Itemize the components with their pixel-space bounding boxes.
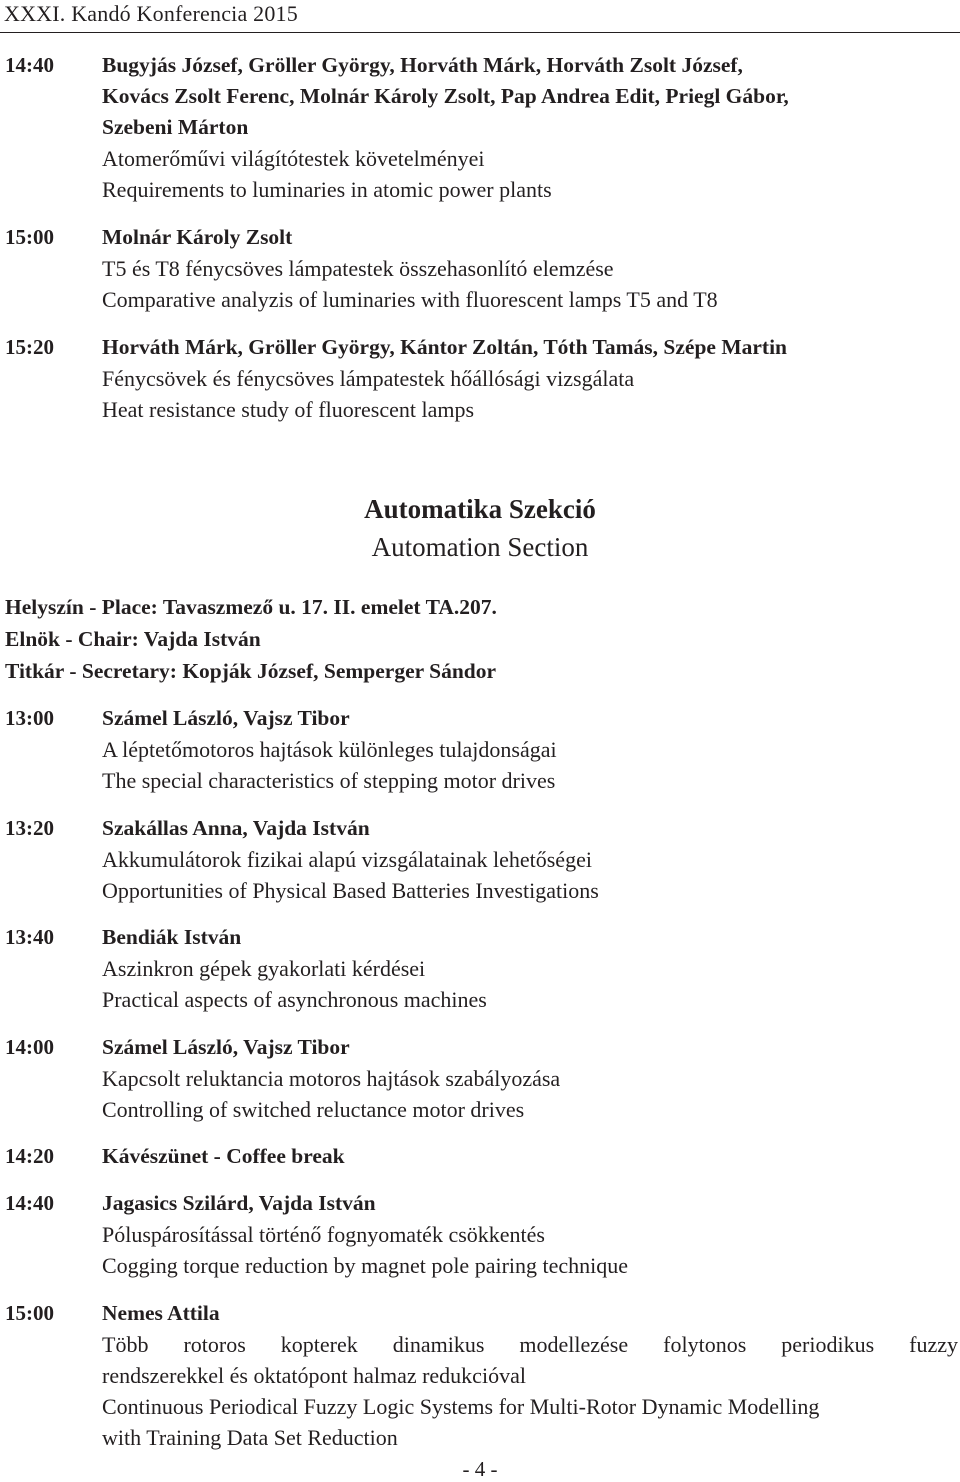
entry-authors: Bendiák István (102, 925, 242, 949)
entry-title-en: Cogging torque reduction by magnet pole pairing technique (102, 1253, 629, 1278)
entry-time: 15:20 (5, 335, 54, 359)
entry-authors: Számel László, Vajsz Tibor (102, 1035, 350, 1059)
entry-time: 14:40 (5, 1191, 54, 1215)
entry-title-hu: Póluspárosítással történő fognyomaték csökkentés (102, 1222, 545, 1247)
entry-authors: Nemes Attila (102, 1301, 220, 1325)
entry-time: 14:40 (5, 53, 54, 77)
entry-title-hu: A léptetőmotoros hajtások különleges tulajdonságai (102, 737, 557, 762)
entry-title-hu: Kapcsolt reluktancia motoros hajtások szabályozása (102, 1066, 561, 1091)
entry-time: 13:20 (5, 816, 54, 840)
entry-authors: Molnár Károly Zsolt (102, 225, 293, 249)
coffee-break-label: Kávészünet - Coffee break (102, 1144, 345, 1168)
entry-time: 14:20 (5, 1144, 54, 1168)
entry-title-en: The special characteristics of stepping motor drives (102, 768, 556, 793)
section-secretary: Titkár - Secretary: Kopják József, Semperger Sándor (5, 659, 497, 683)
entry-title-en: Continuous Periodical Fuzzy Logic Systems for Multi-Rotor Dynamic Modelling (102, 1394, 820, 1419)
entry-authors: Számel László, Vajsz Tibor (102, 706, 350, 730)
entry-authors: Jagasics Szilárd, Vajda István (102, 1191, 376, 1215)
entry-title-en: Practical aspects of asynchronous machines (102, 987, 487, 1012)
page-number: - 4 - (462, 1457, 498, 1481)
entry-time: 13:40 (5, 925, 54, 949)
entry-title-en: Comparative analyzis of luminaries with fluorescent lamps T5 and T8 (102, 287, 718, 312)
entry-title-hu: rendszerekkel és oktatópont halmaz redukcióval (102, 1363, 526, 1388)
entry-title-en: Heat resistance study of fluorescent lamps (102, 397, 475, 422)
entry-time: 14:00 (5, 1035, 54, 1059)
entry-time: 13:00 (5, 706, 54, 730)
entry-title-en: Requirements to luminaries in atomic power plants (102, 177, 552, 202)
entry-title-hu: Aszinkron gépek gyakorlati kérdései (102, 956, 426, 981)
entry-time: 15:00 (5, 225, 54, 249)
section-title: Automatika Szekció (364, 494, 596, 524)
section-place: Helyszín - Place: Tavaszmező u. 17. II. emelet TA.207. (5, 595, 497, 619)
entry-title-hu: Atomerőművi világítótestek követelményei (102, 146, 485, 171)
entry-time: 15:00 (5, 1301, 54, 1325)
entry-authors: Kovács Zsolt Ferenc, Molnár Károly Zsolt, Pap Andrea Edit, Priegl Gábor, (102, 84, 789, 108)
entry-title-en: Opportunities of Physical Based Batteries Investigations (102, 878, 599, 903)
section-chair: Elnök - Chair: Vajda István (5, 627, 261, 651)
entry-title-en: with Training Data Set Reduction (102, 1425, 398, 1450)
entry-authors: Bugyjás József, Gröller György, Horváth Márk, Horváth Zsolt József, (102, 53, 743, 77)
entry-authors: Szebeni Márton (102, 115, 249, 139)
entry-title-en: Controlling of switched reluctance motor drives (102, 1097, 525, 1122)
conference-title: XXXI. Kandó Konferencia 2015 (4, 1, 298, 26)
entry-authors: Horváth Márk, Gröller György, Kántor Zoltán, Tóth Tamás, Szépe Martin (102, 335, 788, 359)
entry-title-hu: T5 és T8 fénycsöves lámpatestek összehasonlító elemzése (102, 256, 614, 281)
entry-title-hu: Akkumulátorok fizikai alapú vizsgálatainak lehetőségei (102, 847, 592, 872)
entry-title-hu: Fénycsövek és fénycsöves lámpatestek hőállósági vizsgálata (102, 366, 635, 391)
running-header (0, 0, 960, 33)
entry-authors: Szakállas Anna, Vajda István (102, 816, 370, 840)
entry-title-hu: Több rotoros kopterek dinamikus modellezése folytonos periodikus fuzzy (102, 1332, 958, 1357)
section-subtitle: Automation Section (371, 532, 589, 562)
